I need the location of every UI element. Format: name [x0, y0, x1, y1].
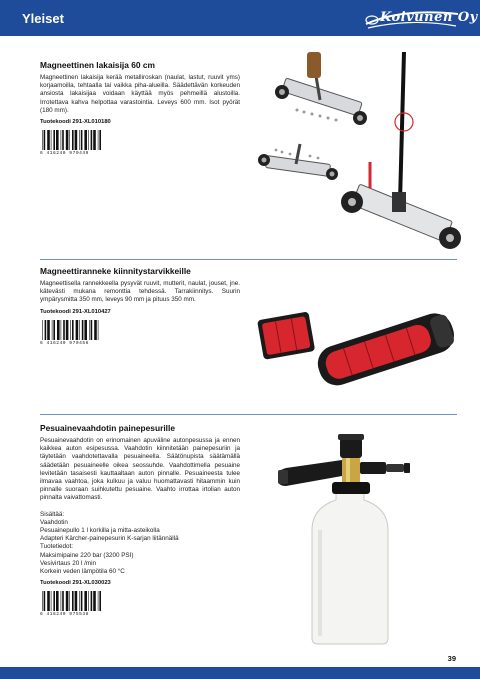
- barcode: [40, 591, 102, 611]
- barcode-bar: [88, 591, 89, 611]
- product-title: Pesuainevaahdotin painepesurille: [40, 423, 175, 433]
- contents-item: Pesuainepullo 1 l korkilla ja mitta-asteikolla: [40, 527, 160, 535]
- barcode-bar: [98, 130, 99, 150]
- barcode-bar: [53, 130, 55, 150]
- barcode-bar: [88, 130, 89, 150]
- barcode-bar: [56, 130, 59, 150]
- barcode-bar: [66, 320, 69, 340]
- barcode-bar: [51, 591, 52, 611]
- barcode-bar: [84, 591, 87, 611]
- barcode-bar: [47, 130, 50, 150]
- barcode-bar: [81, 130, 83, 150]
- section-divider: [40, 259, 457, 260]
- barcode: [40, 130, 102, 150]
- barcode-bar: [79, 591, 80, 611]
- page-footer: [0, 667, 480, 679]
- barcode-bar: [47, 591, 50, 611]
- barcode-bar: [62, 591, 64, 611]
- barcode-bar: [75, 130, 78, 150]
- barcode-bar: [47, 320, 50, 340]
- barcode-bar: [72, 320, 74, 340]
- barcode-bar: [81, 591, 83, 611]
- product-title: Magneettiranneke kiinnitystarvikkeille: [40, 266, 191, 276]
- barcode-bar: [42, 591, 43, 611]
- product-description: Magneettisella rannekkeella pysyvät ruuvit, mutterit, naulat, jouset, jne. kätevästi mukana remonttia tehdessä. Tarrakiinnitys. Suurin ympärysmitta 350 mm, leveys 90 mm ja pituus 350 mm.: [40, 280, 240, 304]
- barcode-bar: [62, 130, 64, 150]
- barcode-bar: [93, 591, 96, 611]
- barcode-bar: [56, 591, 59, 611]
- barcode-bar: [42, 320, 43, 340]
- barcode-bar: [91, 130, 93, 150]
- product-code: Tuotekoodi 291-XL010427: [40, 308, 111, 315]
- barcode-bar: [76, 320, 79, 340]
- spec-item: Vesivirtaus 20 l /min: [40, 559, 96, 567]
- barcode-bar: [45, 320, 47, 340]
- spec-item: Maksimipaine 220 bar (3200 PSI): [40, 551, 134, 559]
- barcode-bar: [44, 591, 46, 611]
- section-title: Yleiset: [22, 11, 64, 26]
- barcode-bar: [91, 320, 93, 340]
- product-sweeper: [40, 60, 240, 156]
- barcode-bar: [63, 320, 65, 340]
- specs-label: Tuotetiedot:: [40, 543, 74, 551]
- contents-list: [40, 511, 240, 577]
- contents-item: Vaahdotin: [40, 518, 68, 526]
- product-foam-lance: [40, 423, 240, 617]
- barcode-bar: [51, 130, 52, 150]
- product-description: Magneettinen lakaisija kerää metalliroskan (naulat, lastut, ruuvit yms) korjaamoilla, tehtaalla tai vaikka piha-alueilla. Säädettävän korkeuden ansiosta lakaisijaa voidaan käyttää myös pehmeillä alustoilla. Irrotettava kahva helpottaa varastointia. Leveys 600 mm. Isot pyörät (180 mm).: [40, 74, 240, 114]
- barcode-bar: [94, 320, 97, 340]
- barcode-bar: [72, 130, 74, 150]
- barcode-bar: [79, 320, 80, 340]
- barcode-bar: [75, 591, 78, 611]
- product-wristband: [40, 266, 240, 346]
- barcode-bar: [79, 130, 80, 150]
- foam-lance-image: [276, 430, 426, 646]
- barcode-bar: [66, 591, 69, 611]
- contents-item: Adapteri Kärcher-painepesurin K-sarjan liitännällä: [40, 535, 179, 543]
- barcode-bar: [57, 320, 60, 340]
- barcode-bar: [61, 591, 62, 611]
- section-divider: [40, 414, 457, 415]
- barcode-bar: [66, 130, 69, 150]
- barcode-bar: [84, 130, 87, 150]
- barcode-bar: [61, 320, 62, 340]
- barcode-bar: [53, 320, 55, 340]
- barcode-bar: [99, 591, 101, 611]
- barcode-bar: [53, 591, 55, 611]
- barcode-number: 6 416240 970449: [40, 151, 89, 157]
- brand-logo: [362, 6, 478, 32]
- barcode-bar: [44, 130, 46, 150]
- barcode-bar: [42, 130, 43, 150]
- barcode-bar: [84, 320, 87, 340]
- product-description: Pesuainevaahdotin on erinomainen apuväline autonpesussa ja ennen kaikkea auton esipesussa. Vaahdotin kiinnitetään painepesuriin ja täytetään vaahdotettavalla pesuaineella. Säätönupista säätämällä säädetään pesuaineelle oikea seossuhde. Vaahdottimella pesuaine levitetään tasaisesti kauttaaltaan auton pinnalle. Pesuaineesta tulee ilmavaa vaahtoa, joka kulkuu ja valuu huomattavasti hitaammin kuin pinnalle suoraan suihkutettu pesuaine. Vaahto irrottaa irtolian auton pinnalta vaivattomasti.: [40, 437, 240, 502]
- brand-name: Koivunen Oy: [380, 10, 478, 25]
- barcode-bar: [72, 591, 74, 611]
- page-header: [0, 0, 480, 36]
- barcode-bar: [52, 320, 53, 340]
- barcode-bar: [69, 591, 70, 611]
- barcode-bar: [93, 130, 96, 150]
- spec-item: Korkein veden lämpötila 60 °C: [40, 568, 125, 576]
- barcode-bar: [91, 591, 93, 611]
- product-code: Tuotekoodi 291-XL030023: [40, 580, 111, 587]
- contents-label: Sisältää:: [40, 510, 65, 518]
- barcode-bar: [61, 130, 62, 150]
- barcode-bar: [70, 320, 71, 340]
- barcode-bar: [98, 591, 99, 611]
- barcode-bar: [82, 320, 84, 340]
- magnetic-wristband-image: [254, 300, 464, 390]
- magnetic-sweeper-image: [252, 52, 467, 252]
- barcode: [40, 320, 102, 340]
- product-title: Magneettinen lakaisija 60 cm: [40, 60, 155, 70]
- barcode-bar: [99, 130, 101, 150]
- barcode-bar: [98, 320, 99, 340]
- barcode-bar: [89, 320, 90, 340]
- barcode-number: 6 416240 975538: [40, 612, 89, 618]
- product-code: Tuotekoodi 291-XL010180: [40, 119, 111, 126]
- page-number: 39: [447, 654, 456, 663]
- barcode-bar: [69, 130, 70, 150]
- barcode-number: 6 416240 970456: [40, 340, 89, 346]
